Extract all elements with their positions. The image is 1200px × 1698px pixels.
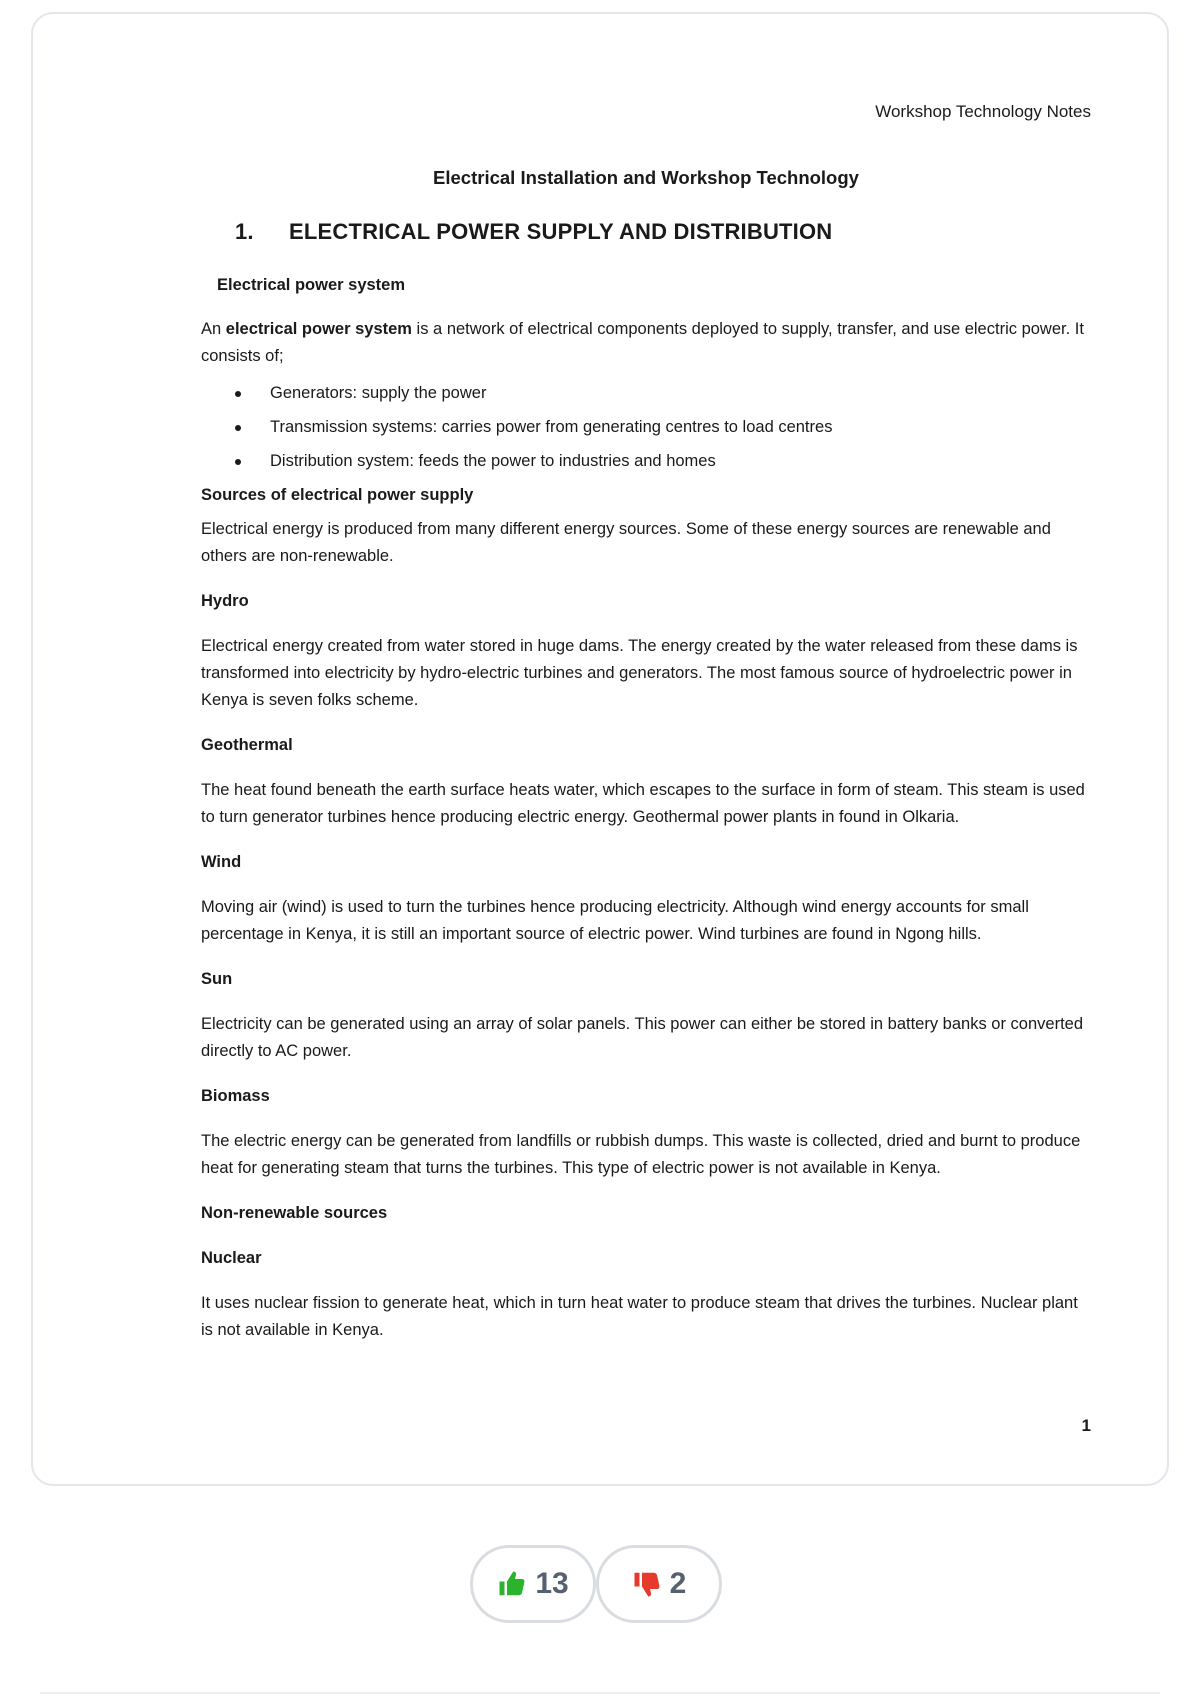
bullet-icon — [235, 425, 241, 431]
list-item — [201, 410, 1091, 444]
geothermal-heading: Geothermal — [201, 736, 293, 754]
power-system-heading: Electrical power system — [217, 276, 406, 294]
biomass-heading: Biomass — [201, 1087, 270, 1105]
thumbs-down-icon — [632, 1569, 662, 1599]
intro-rest: is a network of electrical components deployed to supply, transfer, and use electric power. It consists of; — [201, 320, 1084, 365]
downvote-count: 2 — [669, 1567, 687, 1600]
sources-heading: Sources of electrical power supply — [201, 486, 474, 504]
running-header: Workshop Technology Notes — [875, 102, 1091, 121]
intro-prefix: An — [201, 320, 226, 338]
list-item — [201, 444, 1091, 478]
document-title: Electrical Installation and Workshop Technology — [433, 167, 859, 188]
section-number: 1. — [235, 219, 254, 244]
geothermal-text: The heat found beneath the earth surface heats water, which escapes to the surface in form of steam. This steam is used to turn generator turbines hence producing electric energy. Geothermal power plants in found in Olkaria. — [201, 781, 1085, 826]
nuclear-text: It uses nuclear fission to generate heat, which in turn heat water to produce steam that drives the turbines. Nuclear plant is not available in Kenya. — [201, 1294, 1078, 1339]
power-system-components — [201, 376, 1091, 478]
hydro-heading: Hydro — [201, 592, 249, 610]
wind-text: Moving air (wind) is used to turn the turbines hence producing electricity. Although wind energy accounts for small percentage in Kenya, it is still an important source of electric power. Wind turbines are found in Ngong hills. — [201, 898, 1029, 943]
list-item-text: Generators: supply the power — [270, 384, 487, 402]
upvote-count: 13 — [535, 1567, 569, 1600]
upvote-button[interactable] — [470, 1545, 596, 1623]
list-item-text: Distribution system: feeds the power to industries and homes — [270, 452, 716, 470]
nonrenewable-heading: Non-renewable sources — [201, 1204, 388, 1222]
vote-bar — [470, 1545, 710, 1625]
power-system-intro — [201, 316, 1091, 370]
downvote-button[interactable] — [596, 1545, 722, 1623]
section-title: ELECTRICAL POWER SUPPLY AND DISTRIBUTION — [289, 219, 833, 244]
sun-heading: Sun — [201, 970, 233, 988]
nuclear-heading: Nuclear — [201, 1249, 262, 1267]
footer-divider — [40, 1692, 1160, 1694]
bullet-icon — [235, 459, 241, 465]
list-item — [201, 376, 1091, 410]
thumbs-up-icon — [497, 1569, 527, 1599]
wind-heading: Wind — [201, 853, 242, 871]
bullet-icon — [235, 391, 241, 397]
document-page — [31, 12, 1169, 1486]
document-content — [201, 272, 1091, 1344]
biomass-text: The electric energy can be generated from landfills or rubbish dumps. This waste is collected, dried and burnt to produce heat for generating steam that turns the turbines. This type of electric power is not available in Kenya. — [201, 1132, 1081, 1177]
page-number: 1 — [1081, 1416, 1091, 1435]
intro-term: electrical power system — [225, 320, 412, 338]
section-heading — [235, 218, 832, 245]
hydro-text: Electrical energy created from water stored in huge dams. The energy created by the water released from these dams is transformed into electricity by hydro-electric turbines and generators. The most famous source of hydroelectric power in Kenya is seven folks scheme. — [201, 637, 1078, 709]
sun-text: Electricity can be generated using an array of solar panels. This power can either be stored in battery banks or converted directly to AC power. — [201, 1015, 1084, 1060]
sources-intro: Electrical energy is produced from many different energy sources. Some of these energy sources are renewable and others are non-renewable. — [201, 520, 1051, 565]
list-item-text: Transmission systems: carries power from generating centres to load centres — [270, 418, 833, 436]
